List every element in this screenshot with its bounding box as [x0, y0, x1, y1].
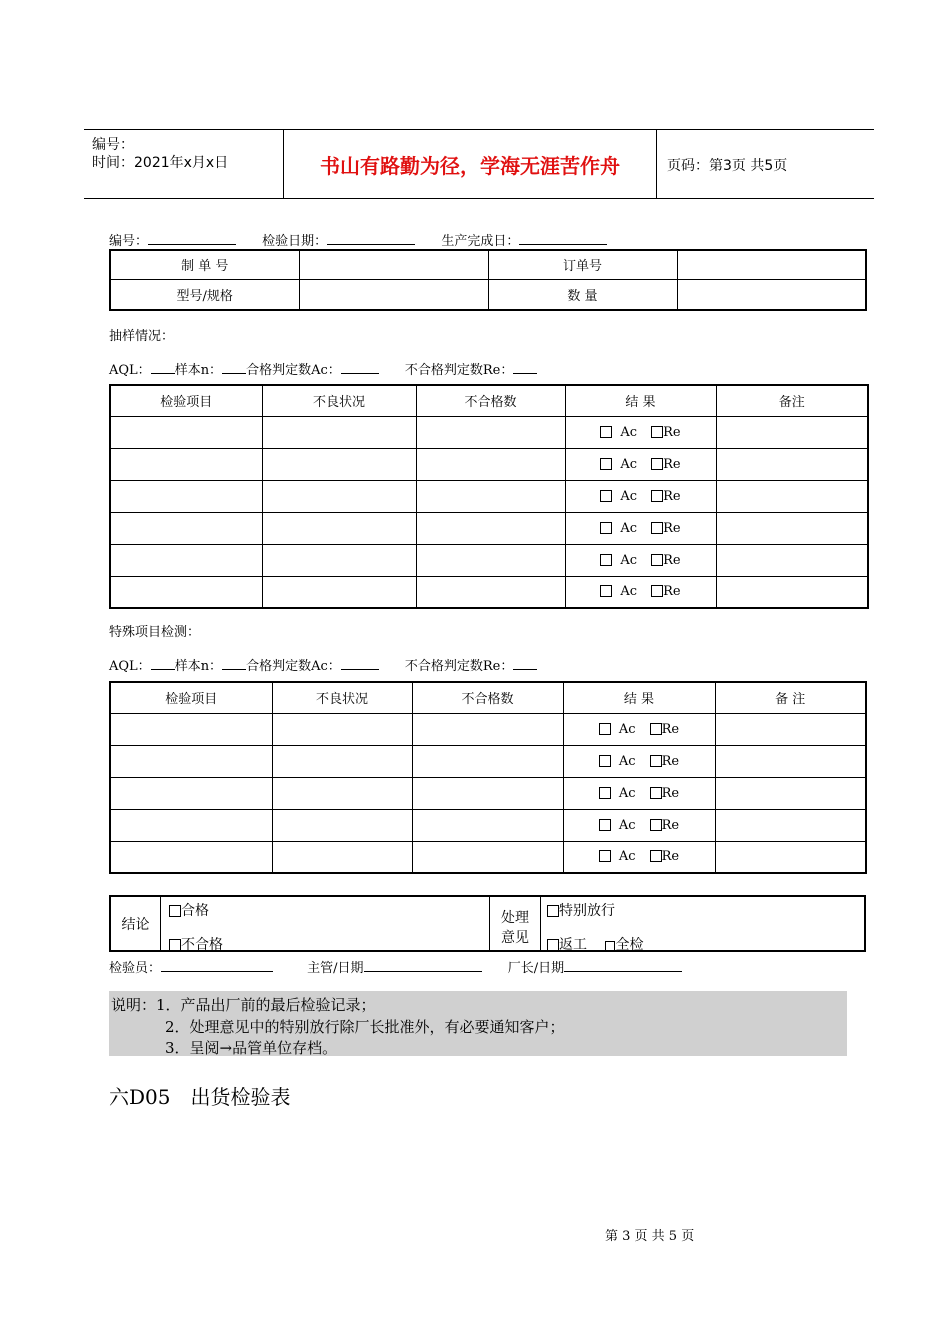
re-checkbox[interactable] — [650, 819, 662, 831]
sampling-table — [109, 384, 869, 609]
ac-checkbox[interactable] — [600, 458, 612, 470]
defect-count-cell[interactable] — [416, 416, 565, 448]
header-code-label: 编号： — [92, 137, 134, 153]
defect-count-cell[interactable] — [416, 544, 565, 576]
sampling-aql-field[interactable] — [151, 359, 175, 374]
col-remarks: 备注 — [716, 385, 868, 416]
re-checkbox[interactable] — [650, 755, 662, 767]
special-aql-line — [109, 655, 537, 674]
remarks-cell[interactable] — [715, 777, 866, 809]
result-cell — [563, 809, 715, 841]
defect-count-cell[interactable] — [416, 448, 565, 480]
signature-line — [109, 957, 682, 976]
result-cell — [563, 713, 715, 745]
inspection-item-cell[interactable] — [110, 745, 272, 777]
result-cell — [563, 777, 715, 809]
inspect-date-label: 检验日期： — [262, 234, 328, 249]
number-label: 编号： — [109, 234, 149, 249]
defect-status-cell[interactable] — [262, 480, 416, 512]
ac-label: Ac — [620, 424, 638, 440]
ac-label: Ac — [620, 456, 638, 472]
remarks-cell[interactable] — [716, 480, 868, 512]
ac-label: Ac — [618, 849, 636, 865]
ac-checkbox[interactable] — [599, 723, 611, 735]
re-label: Re — [663, 424, 681, 440]
inspection-item-cell[interactable] — [110, 544, 262, 576]
remarks-cell[interactable] — [716, 448, 868, 480]
re-label: Re — [661, 785, 680, 801]
ac-checkbox[interactable] — [599, 819, 611, 831]
re-label: Re — [661, 753, 680, 769]
note-line-2: 2．处理意见中的特别放行除厂长批准外，有必要通知客户； — [165, 1018, 565, 1036]
full-inspect-checkbox[interactable] — [605, 941, 615, 951]
model-spec-input[interactable] — [299, 279, 488, 310]
ac-label: Ac — [618, 817, 636, 833]
re-checkbox[interactable] — [650, 787, 662, 799]
ac-label: Ac — [620, 584, 638, 600]
re-checkbox[interactable] — [650, 723, 662, 735]
result-cell — [565, 544, 716, 576]
defect-status-cell[interactable] — [272, 745, 412, 777]
re-checkbox[interactable] — [651, 458, 663, 470]
defect-count-cell[interactable] — [416, 512, 565, 544]
fail-option[interactable] — [169, 934, 223, 954]
defect-status-cell[interactable] — [272, 777, 412, 809]
re-label: Re — [661, 721, 680, 737]
special-row — [110, 809, 866, 841]
handling-label-line1: 处理 — [501, 910, 529, 926]
re-checkbox[interactable] — [651, 585, 663, 597]
remarks-cell[interactable] — [716, 576, 868, 608]
remarks-cell[interactable] — [716, 512, 868, 544]
remarks-cell[interactable] — [715, 745, 866, 777]
special-title: 特殊项目检测： — [109, 625, 201, 640]
number-field[interactable] — [148, 230, 236, 245]
result-cell — [565, 448, 716, 480]
special-ac-label: 合格判定数Ac： — [246, 659, 341, 674]
inspection-item-cell[interactable] — [110, 576, 262, 608]
rework-checkbox[interactable] — [547, 939, 559, 951]
sampling-header-row — [110, 385, 868, 416]
po-number-input[interactable] — [677, 250, 866, 279]
defect-count-cell[interactable] — [412, 777, 563, 809]
defect-status-cell[interactable] — [262, 416, 416, 448]
pass-option[interactable] — [169, 900, 209, 920]
defect-count-cell[interactable] — [416, 576, 565, 608]
re-label: Re — [663, 584, 681, 600]
header-left-cell — [84, 130, 284, 198]
ac-checkbox[interactable] — [600, 585, 612, 597]
special-re-field[interactable] — [513, 655, 537, 670]
ac-label: Ac — [620, 520, 638, 536]
fail-label: 不合格 — [181, 937, 223, 953]
conclusion-box — [109, 895, 866, 952]
defect-status-cell[interactable] — [272, 841, 412, 873]
defect-status-cell[interactable] — [262, 448, 416, 480]
re-label: Re — [663, 488, 681, 504]
sampling-title: 抽样情况： — [109, 329, 175, 344]
special-table — [109, 681, 867, 874]
order-info-table — [109, 249, 867, 311]
special-aql-label: AQL： — [109, 659, 151, 674]
pass-checkbox[interactable] — [169, 905, 181, 917]
result-cell — [563, 841, 715, 873]
page-footer: 第 3 页 共 5 页 — [605, 1229, 695, 1244]
inspection-item-cell[interactable] — [110, 841, 272, 873]
re-checkbox[interactable] — [650, 850, 662, 862]
sampling-re-label: 不合格判定数Re： — [404, 363, 514, 378]
result-cell — [565, 416, 716, 448]
sampling-row — [110, 512, 868, 544]
notes-box — [109, 991, 847, 1056]
col-defect-status: 不良状况 — [272, 682, 412, 713]
order-number-label: 制 单 号 — [110, 250, 299, 279]
special-release-checkbox[interactable] — [547, 905, 559, 917]
ac-label: Ac — [618, 721, 636, 737]
remarks-cell[interactable] — [715, 713, 866, 745]
ac-checkbox[interactable] — [599, 787, 611, 799]
special-row — [110, 841, 866, 873]
ac-checkbox[interactable] — [599, 850, 611, 862]
form-meta-line — [109, 230, 607, 249]
sampling-row — [110, 448, 868, 480]
re-checkbox[interactable] — [651, 426, 663, 438]
remarks-cell[interactable] — [715, 809, 866, 841]
inspector-label: 检验员： — [109, 961, 162, 976]
re-label: Re — [661, 817, 680, 833]
fail-checkbox[interactable] — [169, 939, 181, 951]
special-sample-label: 样本n： — [174, 659, 223, 674]
sampling-sample-label: 样本n： — [174, 363, 223, 378]
inspection-item-cell[interactable] — [110, 713, 272, 745]
ac-checkbox[interactable] — [600, 554, 612, 566]
defect-status-cell[interactable] — [262, 512, 416, 544]
result-cell — [563, 745, 715, 777]
inspection-item-cell[interactable] — [110, 777, 272, 809]
rework-label: 返工 — [559, 937, 587, 953]
director-label: 厂长/日期 — [507, 961, 565, 976]
ac-checkbox[interactable] — [599, 755, 611, 767]
col-inspection-item: 检验项目 — [110, 682, 272, 713]
note-line-1: 说明：1．产品出厂前的最后检验记录； — [111, 996, 376, 1014]
re-checkbox[interactable] — [651, 490, 663, 502]
ac-checkbox[interactable] — [600, 426, 612, 438]
ac-checkbox[interactable] — [600, 522, 612, 534]
section-title: 六D05 出货检验表 — [109, 1085, 291, 1109]
defect-status-cell[interactable] — [272, 713, 412, 745]
sampling-ac-label: 合格判定数Ac： — [246, 363, 341, 378]
ac-label: Ac — [620, 488, 638, 504]
re-label: Re — [663, 456, 681, 472]
defect-count-cell[interactable] — [412, 841, 563, 873]
re-label: Re — [663, 552, 681, 568]
remarks-cell[interactable] — [715, 841, 866, 873]
col-inspection-item: 检验项目 — [110, 385, 262, 416]
defect-count-cell[interactable] — [416, 480, 565, 512]
sampling-aql-line — [109, 359, 537, 378]
quantity-input[interactable] — [677, 279, 866, 310]
col-defect-count: 不合格数 — [412, 682, 563, 713]
sampling-row — [110, 480, 868, 512]
col-defect-status: 不良状况 — [262, 385, 416, 416]
inspection-item-cell[interactable] — [110, 416, 262, 448]
model-spec-label: 型号/规格 — [110, 279, 299, 310]
col-result: 结 果 — [565, 385, 716, 416]
result-cell — [565, 480, 716, 512]
special-ac-field[interactable] — [341, 655, 379, 670]
supervisor-field[interactable] — [364, 957, 482, 972]
header-page-code: 页码：第3页 共5页 — [667, 158, 788, 174]
sampling-aql-label: AQL： — [109, 363, 151, 378]
sampling-row — [110, 416, 868, 448]
defect-status-cell[interactable] — [272, 809, 412, 841]
special-row — [110, 745, 866, 777]
conclusion-label: 结论 — [111, 897, 161, 950]
ac-label: Ac — [620, 552, 638, 568]
defect-count-cell[interactable] — [412, 809, 563, 841]
special-re-label: 不合格判定数Re： — [404, 659, 514, 674]
sampling-ac-field[interactable] — [341, 359, 379, 374]
handling-label — [489, 897, 541, 950]
full-inspect-option[interactable] — [605, 937, 643, 953]
re-checkbox[interactable] — [651, 554, 663, 566]
special-row — [110, 713, 866, 745]
supervisor-label: 主管/日期 — [307, 961, 364, 976]
director-field[interactable] — [564, 957, 682, 972]
pass-label: 合格 — [181, 903, 209, 919]
inspection-item-cell[interactable] — [110, 809, 272, 841]
sampling-re-field[interactable] — [513, 359, 537, 374]
sampling-row — [110, 576, 868, 608]
handling-label-line2: 意见 — [501, 930, 529, 946]
header-motto: 书山有路勤为径，学海无涯苦作舟 — [284, 130, 657, 198]
special-aql-field[interactable] — [151, 655, 175, 670]
special-release-option[interactable] — [547, 900, 615, 920]
col-remarks: 备 注 — [715, 682, 866, 713]
remarks-cell[interactable] — [716, 416, 868, 448]
ac-label: Ac — [618, 785, 636, 801]
defect-count-cell[interactable] — [412, 745, 563, 777]
special-header-row — [110, 682, 866, 713]
col-result: 结 果 — [563, 682, 715, 713]
re-checkbox[interactable] — [651, 522, 663, 534]
header-time-label: 时间：2021年x月x日 — [92, 155, 229, 171]
defect-status-cell[interactable] — [262, 576, 416, 608]
defect-status-cell[interactable] — [262, 544, 416, 576]
remarks-cell[interactable] — [716, 544, 868, 576]
sampling-row — [110, 544, 868, 576]
inspect-date-field[interactable] — [327, 230, 415, 245]
col-defect-count: 不合格数 — [416, 385, 565, 416]
result-cell — [565, 576, 716, 608]
special-sample-field[interactable] — [222, 655, 246, 670]
note-line-3: 3．呈阅→品管单位存档。 — [165, 1039, 338, 1057]
sampling-sample-field[interactable] — [222, 359, 246, 374]
result-cell — [565, 512, 716, 544]
prod-done-field[interactable] — [519, 230, 607, 245]
inspector-field[interactable] — [161, 957, 273, 972]
re-label: Re — [663, 520, 681, 536]
prod-done-label: 生产完成日： — [441, 234, 520, 249]
inspection-item-cell[interactable] — [110, 448, 262, 480]
re-label: Re — [661, 849, 680, 865]
quantity-label: 数 量 — [488, 279, 677, 310]
inspection-item-cell[interactable] — [110, 480, 262, 512]
inspection-item-cell[interactable] — [110, 512, 262, 544]
page-header — [84, 129, 874, 199]
special-row — [110, 777, 866, 809]
ac-checkbox[interactable] — [600, 490, 612, 502]
defect-count-cell[interactable] — [412, 713, 563, 745]
special-release-label: 特别放行 — [559, 903, 615, 919]
order-number-input[interactable] — [299, 250, 488, 279]
full-inspect-label: 全检 — [615, 937, 644, 953]
rework-option[interactable] — [547, 934, 643, 954]
po-number-label: 订单号 — [488, 250, 677, 279]
ac-label: Ac — [618, 753, 636, 769]
